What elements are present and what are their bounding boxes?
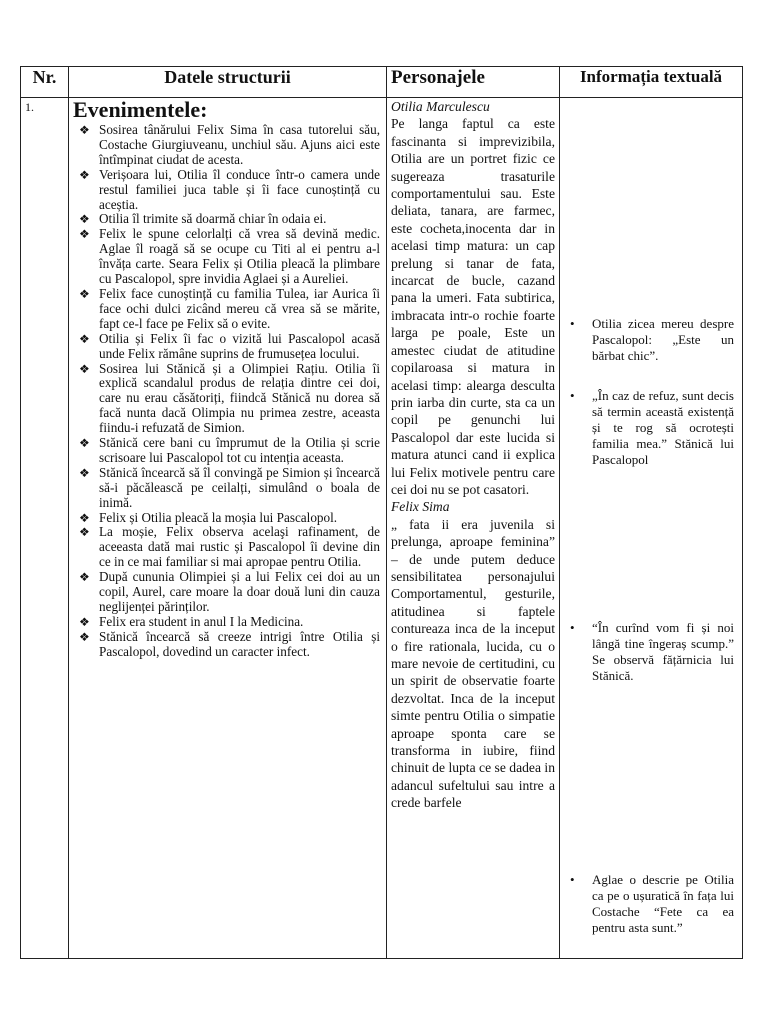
evenimente-title: Evenimentele: xyxy=(73,97,208,122)
list-item xyxy=(79,569,380,615)
diamond-bullet-icon: ❖ xyxy=(79,286,90,301)
round-bullet-icon: • xyxy=(570,316,575,331)
informatia-cell xyxy=(560,98,743,959)
diamond-bullet-icon: ❖ xyxy=(79,614,90,629)
header-datele-structurii: Datele structurii xyxy=(69,67,387,98)
quote-item xyxy=(570,872,734,936)
list-item xyxy=(79,360,380,437)
diamond-bullet-icon: ❖ xyxy=(79,123,90,137)
diamond-bullet-icon: ❖ xyxy=(79,331,90,346)
list-item-text: Felix face cunoștință cu familia Tulea, iar Aurica îi face ochi dulci zicând mereu că vrea să se mărite, fapt ce-l face pe Felix să o evite. xyxy=(99,285,380,331)
felix-name: Felix Sima xyxy=(391,499,450,515)
structure-table xyxy=(20,66,743,959)
list-item-text: Stănică încearcă să creeze intrigi între Otilia și Pascalopol, dovedind un caracter infect. xyxy=(99,628,380,659)
list-item xyxy=(79,330,380,362)
evenimente-list xyxy=(73,123,380,660)
list-item-text: După cununia Olimpiei și a lui Felix cei doi au un copil, Aurel, care moare la doar două luni din cauza neglijenței părinților. xyxy=(99,569,380,614)
table-row xyxy=(21,98,743,959)
list-item xyxy=(79,285,380,332)
list-item-text: Stănică încearcă să îl convingă pe Simion și încearcă să-i păcălească pe ceilalți, simulând o boala de inimă. xyxy=(99,464,380,510)
diamond-bullet-icon: ❖ xyxy=(79,361,90,376)
list-item xyxy=(79,524,380,570)
diamond-bullet-icon: ❖ xyxy=(79,525,90,540)
quote-item xyxy=(570,620,734,684)
header-nr: Nr. xyxy=(21,67,69,98)
diamond-bullet-icon: ❖ xyxy=(79,510,90,525)
otilia-description: Pe langa faptul ca este fascinanta si imprevizibila, Otilia are un portret fizic ce sugereaza trasaturile comportamentului sau. Este deliata, tanara, are farmec, este cocheta,inocenta dar in acelasi timp matura: un cap prelung si tanar de fata, incarcat de bucle, cazand pana la umeri. Fata subtirica, imbracata intr-o rochie foarte larga pe poale, Este un amestec ciudat de atitudine copilaroasa si matura in acelasi timp: alearga desculta prin iarba din curte, sta ca un copil pe genunchi lui Pascalopol dar este lucida si matura atunci cand ii explica lui Felix motivele pentru care cei doi nu se pot casatori. xyxy=(391,116,555,497)
diamond-bullet-icon: ❖ xyxy=(79,167,90,182)
round-bullet-icon: • xyxy=(570,620,575,635)
quote-item xyxy=(570,316,734,364)
diamond-bullet-icon: ❖ xyxy=(79,212,90,227)
list-item xyxy=(79,628,380,660)
header-row xyxy=(21,67,743,98)
quote-text: Otilia zicea mereu despre Pascalopol: „Este un bărbat chic”. xyxy=(592,316,734,363)
diamond-bullet-icon: ❖ xyxy=(79,436,90,451)
header-informatia-textuala: Informația textuală xyxy=(560,67,743,98)
quote-text: “În curînd vom fi și noi lângă tine îngeraș scump.” Se observă fățărnicia lui Stănică. xyxy=(592,620,734,683)
list-item-text: Sosirea lui Stănică și a Olimpiei Rațiu. Otilia îi explică scandalul produs de relația dintre cei doi, care nu erau căsătoriți, fiindcă Stănică nu dorea să facă nunta dacă Olimpia nu primea zestre, aceasta fiindu-i refuzată de Simion. xyxy=(99,360,380,436)
list-item-text: Stănică cere bani cu împrumut de la Otilia și scrie scrisoare lui Pascalopol tot cu intenția aceasta. xyxy=(99,435,380,465)
list-item xyxy=(79,435,380,466)
list-item xyxy=(79,166,380,213)
list-item-text: Sosirea tânărului Felix Sima în casa tutorelui său, Costache Giurgiuveanu, unchiul său. Ajuns aici este întîmpinat ciudat de acesta. xyxy=(99,122,380,167)
quote-item xyxy=(570,388,734,468)
list-item xyxy=(79,464,380,511)
list-item-text: Verișoara lui, Otilia îl conduce într-o camera unde restul familiei juca table și îi face cunoștință cu aceștia. xyxy=(99,166,380,212)
round-bullet-icon: • xyxy=(570,872,575,887)
list-item-text: La moșie, Felix observa acelaşi rafinament, de aceeasta dată mai rustic și Pascalopol îi devine din ce in ce mai familiar si mai apropae pentru Otilia. xyxy=(99,524,380,570)
diamond-bullet-icon: ❖ xyxy=(79,227,90,242)
felix-description: „ fata ii era juvenila si prelunga, aproape feminina” – de unde putem deduce sensibilitatea personajului Comportamentul, gesturile, atitudinea si faptele contureaza inca de la inceput o fire rationala, lucida, cu o mare nevoie de certitudini, cu un spirit de observatie foarte dezvoltat. Inca de la inceput simte pentru Otilia o simpatie aproape sponta care se transforma in iubire, fiind chinuit de lupta ce se dadea in adancul sufeltului sau intre a crede barfele xyxy=(391,516,555,811)
quote-text: Aglae o descrie pe Otilia ca pe o ușuratică în fața lui Costache “Fete ca ea pentru asta sunt.” xyxy=(592,872,734,935)
list-item xyxy=(79,122,380,168)
list-item xyxy=(79,226,380,287)
quote-text: „În caz de refuz, sunt decis să termin această existență și te rog să ocrotești familia mea.” Stănică lui Pascalopol xyxy=(592,388,734,467)
list-item-text: Felix le spune celorlalți că vrea să devină medic. Aglae îl roagă să se ocupe cu Titi al ei pentru a-l învăța carte. Seara Felix și Otilia pleacă la plimbare cu Pascalopol, spre invidia Aglaei și a Aureliei. xyxy=(99,226,380,287)
list-item-text: Otilia și Felix îi fac o vizită lui Pascalopol acasă unde Felix rămâne suprins de frumusețea locului. xyxy=(99,330,380,361)
list-item-text: Felix era student in anul I la Medicina. xyxy=(99,613,304,629)
row-number: 1. xyxy=(21,98,69,959)
personajele-cell xyxy=(387,98,560,959)
list-item xyxy=(79,613,380,630)
list-item-text: Otilia îl trimite să doarmă chiar în odaia ei. xyxy=(99,211,327,227)
round-bullet-icon: • xyxy=(570,388,575,403)
otilia-name: Otilia Marculescu xyxy=(391,99,490,114)
diamond-bullet-icon: ❖ xyxy=(79,629,90,644)
list-item xyxy=(79,509,380,526)
header-personajele: Personajele xyxy=(387,67,560,98)
list-item-text: Felix și Otilia pleacă la moșia lui Pascalopol. xyxy=(99,509,338,525)
list-item xyxy=(79,211,380,227)
diamond-bullet-icon: ❖ xyxy=(79,465,90,480)
diamond-bullet-icon: ❖ xyxy=(79,570,90,585)
datele-cell xyxy=(69,98,387,959)
